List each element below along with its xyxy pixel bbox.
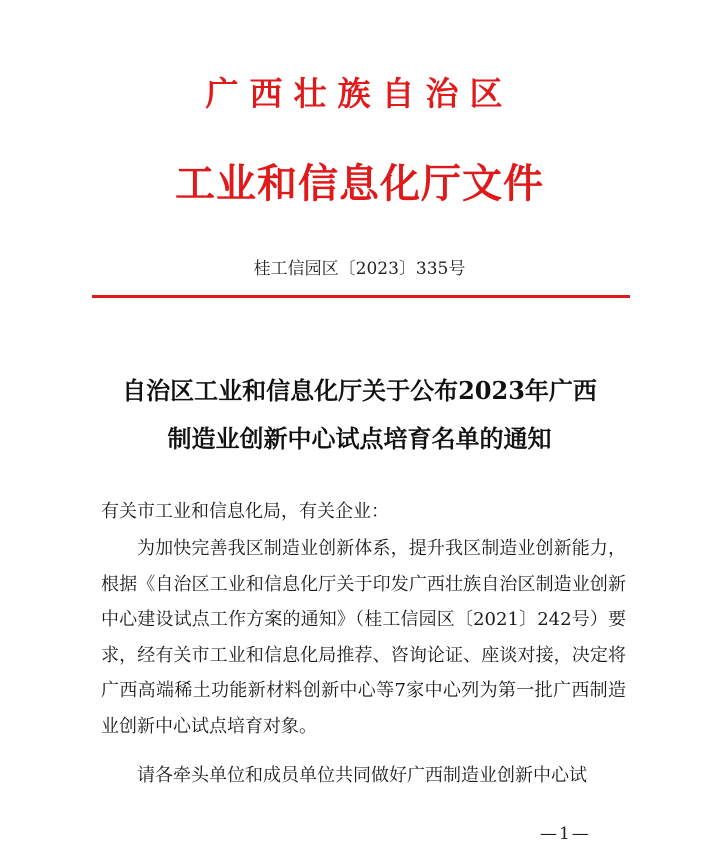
body-paragraph-2: 请各牵头单位和成员单位共同做好广西制造业创新中心试	[137, 765, 587, 786]
body-paragraph-1: 为加快完善我区制造业创新体系，提升我区制造业创新能力，根据《自治区工业和信息化厅关于印发广西壮族自治区制造业创新中心建设试点工作方案的通知》（桂工信园区〔2021〕242号）要求，经有关市工业和信息化局推荐、咨询论证、座谈对接，决定将广西高端稀土功能新材料创新中心等7家中心列为第一批广西制造业创新中心试点培育对象。	[101, 538, 626, 737]
red-divider-line	[92, 295, 630, 298]
salutation: 有关市工业和信息化局，有关企业：	[101, 501, 389, 522]
document-type-heading: 工业和信息化厅文件	[175, 160, 544, 207]
notice-title-line2: 制造业创新中心试点培育名单的通知	[167, 424, 552, 453]
issuer-name: 广西壮族自治区	[205, 74, 514, 113]
notice-title-line1: 自治区工业和信息化厅关于公布2023年广西	[122, 376, 597, 405]
document-number: 桂工信园区〔2023〕335号	[253, 259, 466, 279]
page-number: —1—	[540, 824, 591, 844]
